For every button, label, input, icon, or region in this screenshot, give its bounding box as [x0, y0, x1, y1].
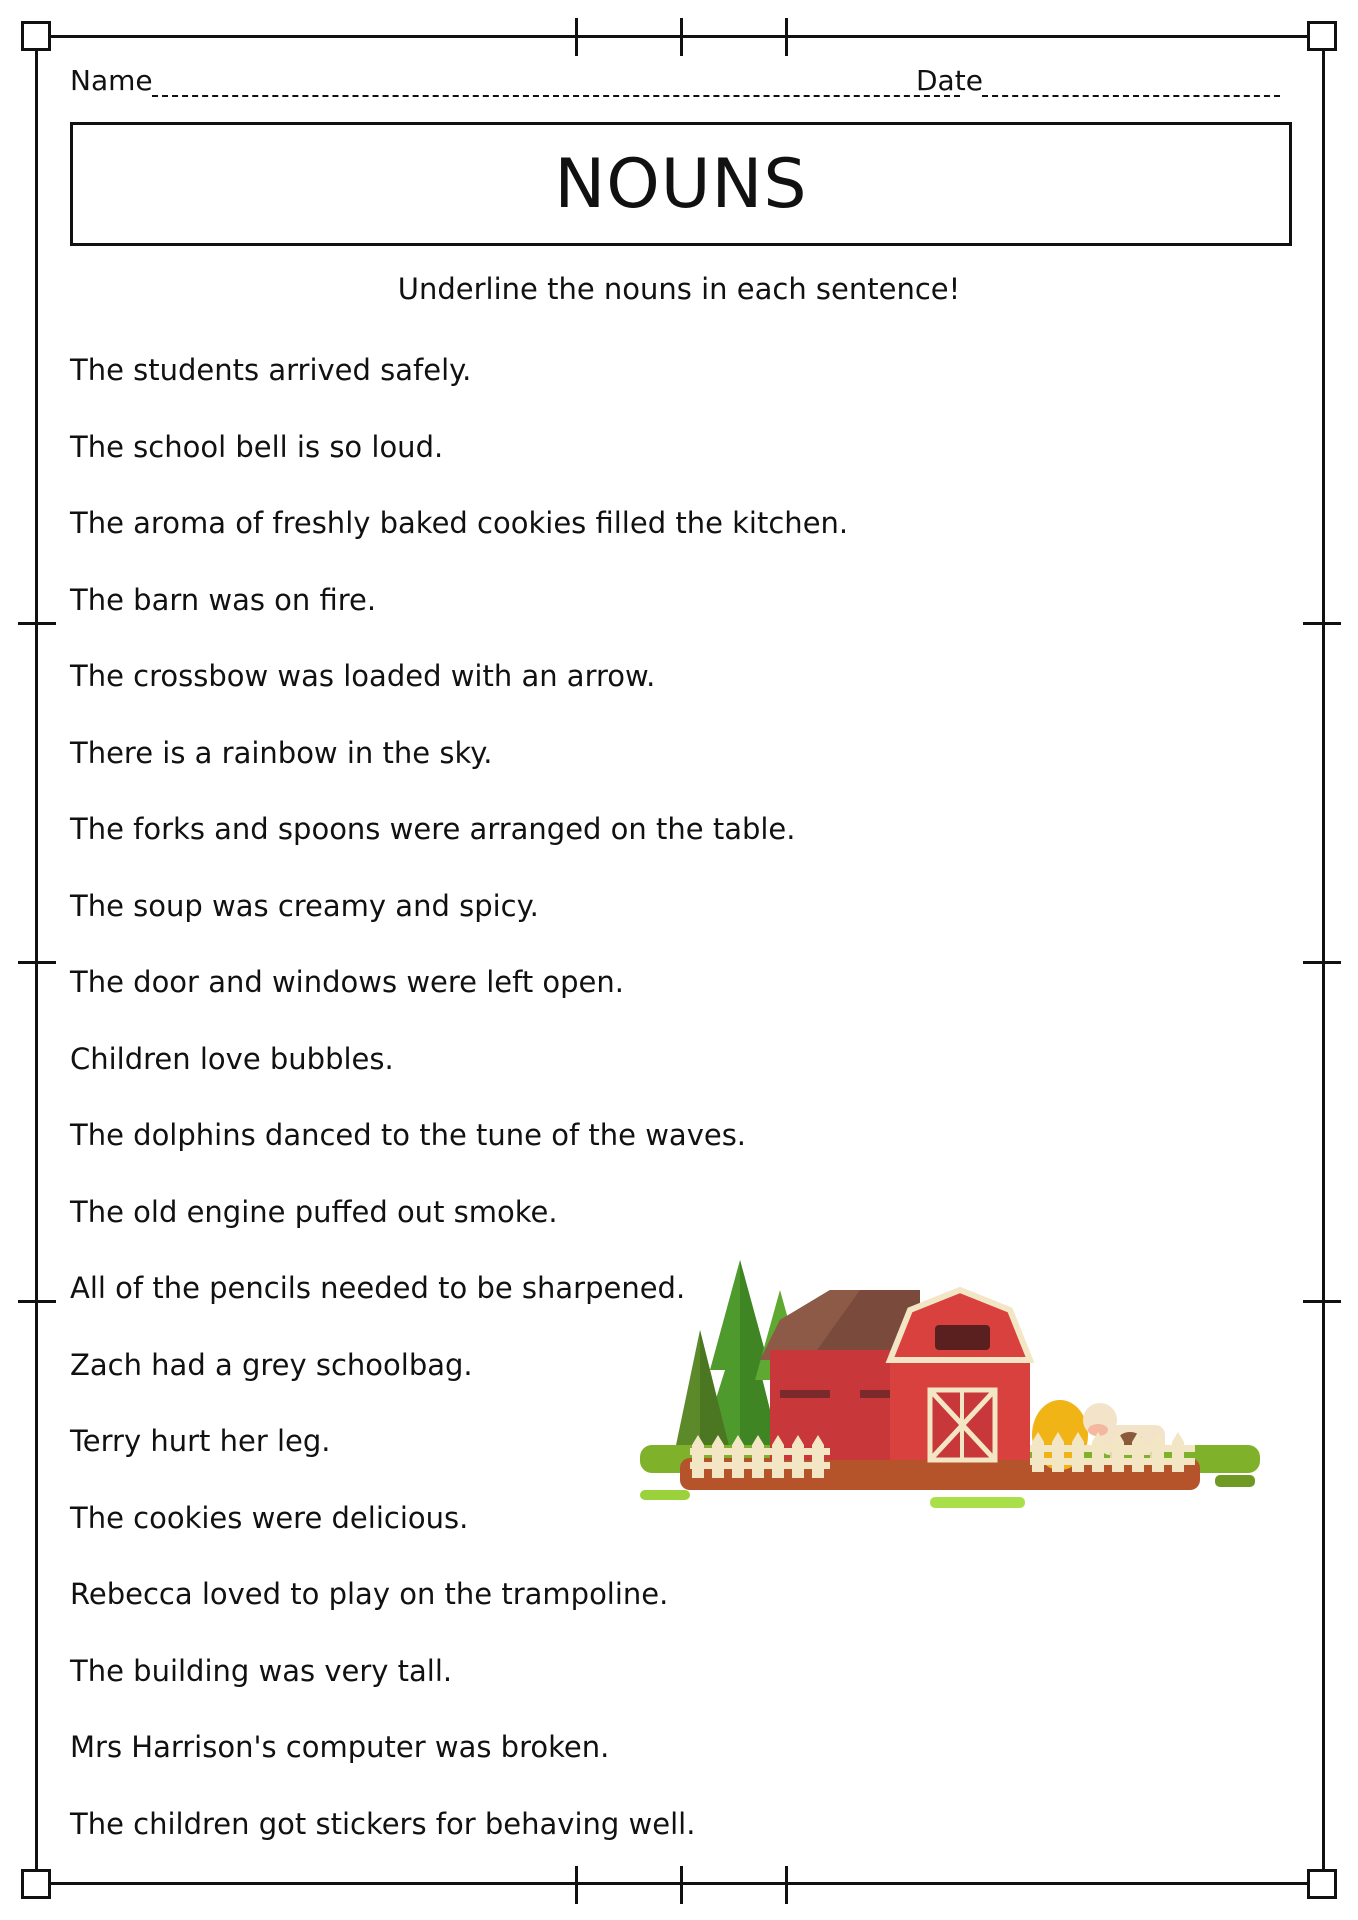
sentence: The students arrived safely. — [70, 353, 472, 387]
sentence: The soup was creamy and spicy. — [70, 888, 539, 923]
instructions: Underline the nouns in each sentence! — [397, 272, 961, 306]
edge-tick — [785, 1866, 788, 1904]
edge-tick — [1303, 622, 1341, 625]
sentence: The old engine puffed out smoke. — [70, 1194, 558, 1229]
date-field[interactable] — [982, 95, 1280, 97]
corner-mark-bottom-left — [21, 1869, 51, 1899]
barn-icon — [760, 1290, 1030, 1460]
sentence: All of the pencils needed to be sharpened. — [70, 1271, 686, 1305]
sentence: Terry hurt her leg. — [70, 1424, 331, 1458]
sentence: Zach had a grey schoolbag. — [70, 1347, 473, 1382]
sentence: The school bell is so loud. — [70, 429, 444, 464]
sentence: The crossbow was loaded with an arrow. — [70, 659, 656, 693]
corner-mark-top-right — [1307, 21, 1337, 51]
name-label: Name — [70, 64, 153, 97]
edge-tick — [18, 622, 56, 625]
name-field[interactable] — [152, 95, 960, 97]
sentence: There is a rainbow in the sky. — [70, 735, 493, 770]
title-box — [70, 122, 1292, 246]
edge-tick — [1303, 1300, 1341, 1303]
edge-tick — [18, 961, 56, 964]
sentence: The aroma of freshly baked cookies filled the kitchen. — [70, 506, 849, 540]
sentence: Rebecca loved to play on the trampoline. — [70, 1577, 669, 1611]
edge-tick — [18, 1300, 56, 1303]
name-date-row — [70, 64, 1290, 104]
sentence: The forks and spoons were arranged on the table. — [70, 812, 796, 846]
corner-mark-bottom-right — [1307, 1869, 1337, 1899]
sentence: The dolphins danced to the tune of the waves. — [70, 1118, 747, 1152]
sentence: The door and windows were left open. — [70, 965, 625, 999]
sentence: Children love bubbles. — [70, 1041, 394, 1076]
edge-tick — [680, 18, 683, 56]
farm-barn-illustration — [630, 1250, 1270, 1550]
edge-tick — [785, 18, 788, 56]
edge-tick — [575, 18, 578, 56]
page-title: NOUNS — [554, 144, 808, 224]
sentence: Mrs Harrison's computer was broken. — [70, 1730, 610, 1764]
sentence: The barn was on fire. — [70, 582, 377, 617]
sentence: The building was very tall. — [70, 1653, 453, 1688]
edge-tick — [1303, 961, 1341, 964]
sentence-list — [70, 350, 849, 1880]
date-label: Date — [916, 64, 983, 97]
sentence: The cookies were delicious. — [70, 1500, 469, 1535]
corner-mark-top-left — [21, 21, 51, 51]
sentence: The children got stickers for behaving well. — [70, 1806, 696, 1841]
